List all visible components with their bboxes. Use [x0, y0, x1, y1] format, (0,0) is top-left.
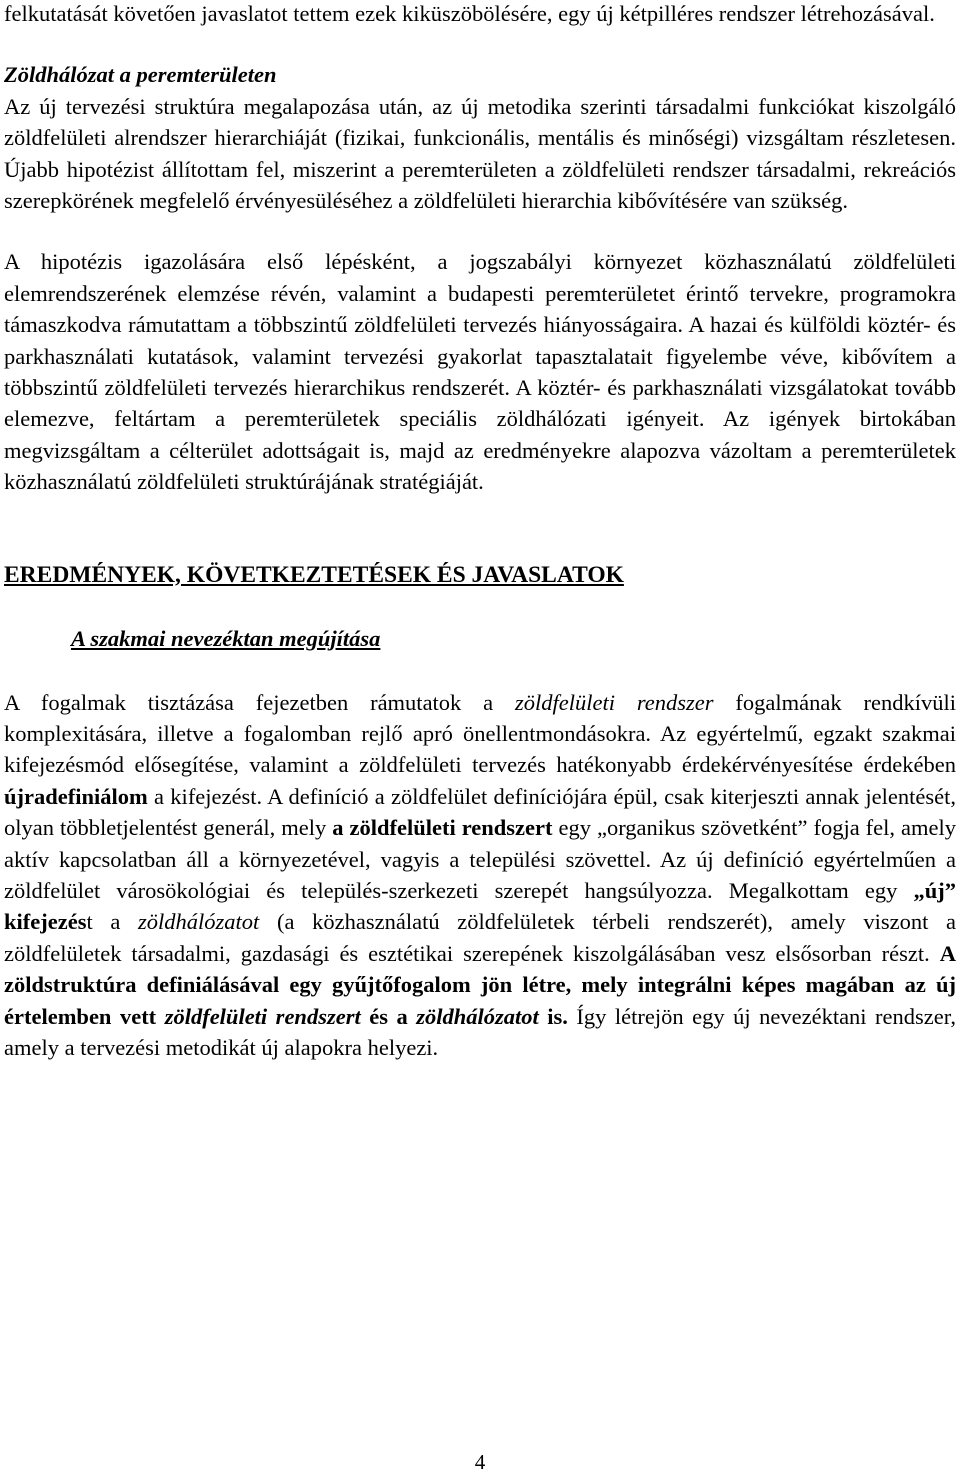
- section-title-greenway: Zöldhálózat a peremterületen: [4, 62, 277, 88]
- bold-term: a zöldfelületi rendszert: [332, 815, 553, 841]
- italic-term: zöldhálózatot: [138, 909, 260, 935]
- spacer: [4, 29, 956, 59]
- bold-term: újradefiniálom: [4, 783, 148, 809]
- bold-statement: és a: [360, 1003, 417, 1029]
- bold-statement: is.: [538, 1003, 568, 1029]
- spacer: [4, 655, 956, 687]
- text-run: a kifejezést. A definíció a zöldfelület definíciójára épül, csak kiterjeszti annak jelentését, olyan többletjelentést generál, mely: [4, 783, 956, 841]
- greenway-paragraph-2: A hipotézis igazolására első lépésként, a jogszabályi környezet közhasználatú zöldfelületi elemrendszerének elemzése révén, valamint a budapesti peremterületet érintő tervekre, programokra támaszkodva rámutattam a többszintű zöldfelületi tervezés hiányosságaira. A hazai és külföldi köztér- és parkhasználati kutatások, valamint tervezési gyakorlat tapasztalatait figyelembe véve, kibővítem a többszintű zöldfelületi tervezés hierarchikus rendszerét. A köztér- és parkhasználati vizsgálatokat tovább elemezve, feltártam a peremterületek speciális zöldhálózati igényeit. Az igények birtokában megvizsgáltam a célterület adottságait is, majd az eredményekre alapozva vázoltam a peremterületek közhasználatú zöldfelületi struktúrájának stratégiáját.: [4, 249, 956, 495]
- italic-term: zöldfelületi rendszer: [515, 689, 714, 715]
- bold-statement: A zöldstruktúra definiálásával egy gyűjtőfogalom jön létre, mely integrálni képes magában az új értelemben vett: [4, 940, 956, 1029]
- text-run: fogalmának rendkívüli komplexitására, illetve a fogalomban rejlő apró önellentmondásokra. Az egyértelmű, egzakt szakmai kifejezésmód elősegítése, valamint a zöldfelületi tervezés hatékonyabb érdekérvényesítése érdekében: [4, 689, 956, 778]
- results-subheading: A szakmai nevezéktan megújítása: [71, 626, 381, 652]
- results-heading: EREDMÉNYEK, KÖVETKEZTETÉSEK ÉS JAVASLATOK: [4, 561, 624, 588]
- text-run: Így létrejön egy új nevezéktani rendszer, amely a tervezési metodikát új alapokra helyezi.: [4, 1003, 956, 1060]
- text-run: t a: [86, 909, 139, 935]
- spacer: [4, 498, 956, 560]
- text-run: egy „organikus szövetként” fogja fel, amely aktív kapcsolatban áll a környezetével, vagyis a települési szövettel. Az új definíció egyértelműen a zöldfelület városökológiai és település-szerkezeti szerepét hangsúlyozza. Megalkottam egy: [4, 815, 956, 903]
- results-paragraph: [4, 687, 956, 1064]
- bold-italic-term: zöldfelületi rendszert: [164, 1003, 361, 1029]
- page-number: 4: [474, 1450, 486, 1474]
- spacer: [4, 591, 956, 623]
- bold-term: „új” kifejezés: [4, 877, 956, 935]
- text-run: A fogalmak tisztázása fejezetben rámutatok a: [4, 689, 516, 715]
- document-page: [4, 0, 956, 1063]
- spacer: [4, 216, 956, 246]
- greenway-paragraph-1: Az új tervezési struktúra megalapozása után, az új metodika szerinti társadalmi funkciókat kiszolgáló zöldfelületi alrendszer hierarchiáját (fizikai, funkcionális, mentális és minőségi) vizsgáltam részletesen. Újabb hipotézist állítottam fel, miszerint a peremterületen a zöldfelületi rendszer társadalmi, rekreációs szerepkörének megfelelő érvényesüléséhez a zöldfelületi hierarchia kibővítésére van szükség.: [4, 93, 956, 214]
- text-run: (a közhasználatú zöldfelületek térbeli rendszerét), amely viszont a zöldfelületek társadalmi, gazdasági és esztétikai szerepének kiszolgálásában vesz elsősorban részt.: [4, 909, 956, 966]
- intro-paragraph: felkutatását követően javaslatot tettem ezek kiküszöbölésére, egy új kétpilléres rendszer létrehozásával.: [4, 1, 935, 26]
- bold-italic-term: zöldhálózatot: [416, 1003, 539, 1029]
